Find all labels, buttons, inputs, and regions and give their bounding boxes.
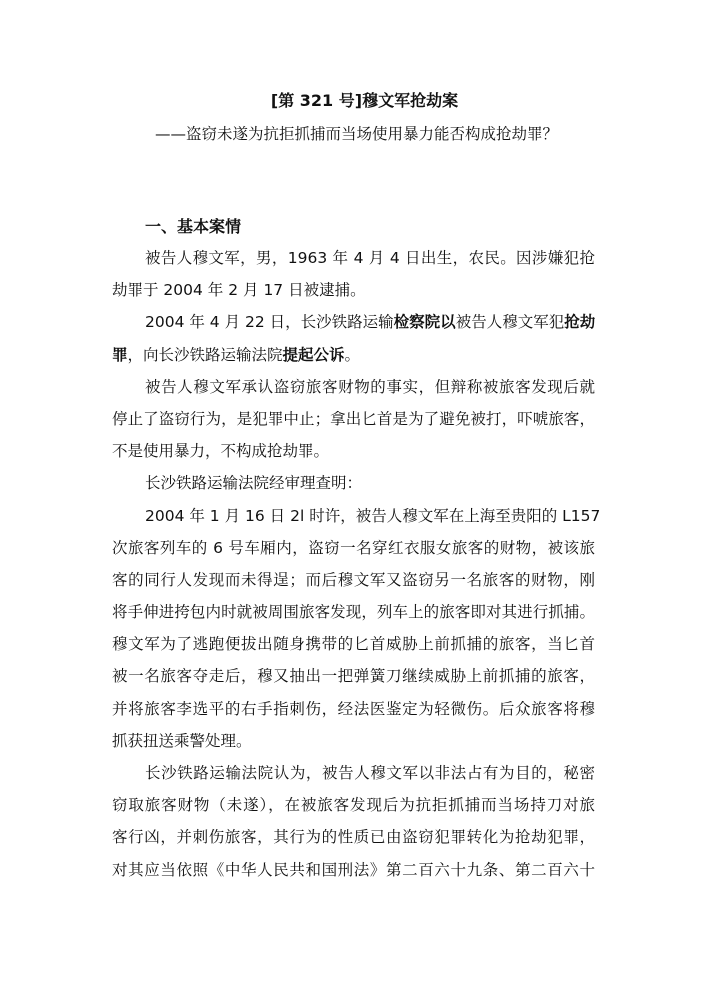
text-line <box>112 246 595 278</box>
text-segment: 。 <box>344 345 361 364</box>
text-line <box>112 761 595 793</box>
text-segment: 次旅客列车的 6 号车厢内，盗窃一名穿红衣服女旅客的财物，被该旅 <box>112 538 595 557</box>
document-body <box>112 246 601 890</box>
text-line <box>112 825 595 857</box>
text-segment: 并将旅客李选平的右手指刺伤，经法医鉴定为轻微伤。后众旅客将穆 <box>112 699 595 718</box>
text-line <box>112 697 595 729</box>
text-line <box>112 471 595 503</box>
text-segment: 窃取旅客财物（未遂），在被旅客发现后为抗拒抓捕而当场持刀对旅 <box>112 796 595 815</box>
text-segment: 穆文军为了逃跑便拔出随身携带的匕首威胁上前抓捕的旅客，当匕首 <box>112 635 595 654</box>
case-title: [第 321 号]穆文军抢劫案 <box>270 91 459 110</box>
text-segment: 长沙铁路运输法院认为，被告人穆文军以非法占有为目的，秘密 <box>145 764 595 782</box>
text-line <box>112 407 595 439</box>
text-line <box>112 439 595 471</box>
text-line <box>112 600 595 632</box>
bold-text: 提起公诉 <box>282 345 345 364</box>
text-segment: 劫罪于 2004 年 2 月 17 日被逮捕。 <box>112 281 366 300</box>
text-line <box>112 343 595 375</box>
text-segment: 对其应当依照《中华人民共和国刑法》第二百六十九条、第二百六十 <box>112 860 595 879</box>
case-subtitle: ——盗窃未遂为抗拒抓捕而当场使用暴力能否构成抢劫罪？ <box>155 125 559 143</box>
text-line <box>112 858 595 890</box>
text-segment: 被告人穆文军承认盗窃旅客财物的事实，但辩称被旅客发现后就 <box>145 377 595 396</box>
text-line <box>112 536 595 568</box>
text-segment: 将手伸进挎包内时就被周围旅客发现，列车上的旅客即对其进行抓捕。 <box>112 603 595 622</box>
section-heading: 一、基本案情 <box>145 217 242 236</box>
text-segment: ，向长沙铁路运输法院 <box>127 345 283 364</box>
text-line <box>112 310 595 342</box>
bold-text: 抢劫 <box>564 313 596 332</box>
text-segment: 被一名旅客夺走后，穆又抽出一把弹簧刀继续威胁上前抓捕的旅客， <box>112 667 595 686</box>
text-line <box>112 278 595 310</box>
text-line <box>112 504 601 536</box>
text-segment: 不是使用暴力，不构成抢劫罪。 <box>112 442 330 461</box>
text-segment: 停止了盗窃行为，是犯罪中止；拿出匕首是为了避免被打，吓唬旅客， <box>112 409 595 428</box>
text-segment: 被告人穆文军犯 <box>455 313 565 332</box>
text-segment: 客行凶，并刺伤旅客，其行为的性质已由盗窃犯罪转化为抢劫犯罪， <box>112 828 595 847</box>
text-segment: 长沙铁路运输法院经审理查明： <box>145 474 363 493</box>
text-line <box>112 793 595 825</box>
bold-text: 罪 <box>112 345 128 364</box>
bold-text: 检察院以 <box>393 313 456 332</box>
text-segment: 被告人穆文军，男，1963 年 4 月 4 日出生，农民。因涉嫌犯抢 <box>145 249 595 267</box>
text-segment: 2004 年 1 月 16 日 2l 时许，被告人穆文军在上海至贵阳的 L157 <box>145 506 601 525</box>
text-line <box>112 729 595 761</box>
text-segment: 抓获扭送乘警处理。 <box>112 731 252 750</box>
text-line <box>112 568 595 600</box>
text-line <box>112 664 595 696</box>
text-line <box>112 632 595 664</box>
text-segment: 2004 年 4 月 22 日，长沙铁路运输 <box>145 313 394 332</box>
text-line <box>112 375 595 407</box>
text-segment: 客的同行人发现而未得逞；而后穆文军又盗窃另一名旅客的财物，刚 <box>112 570 595 589</box>
